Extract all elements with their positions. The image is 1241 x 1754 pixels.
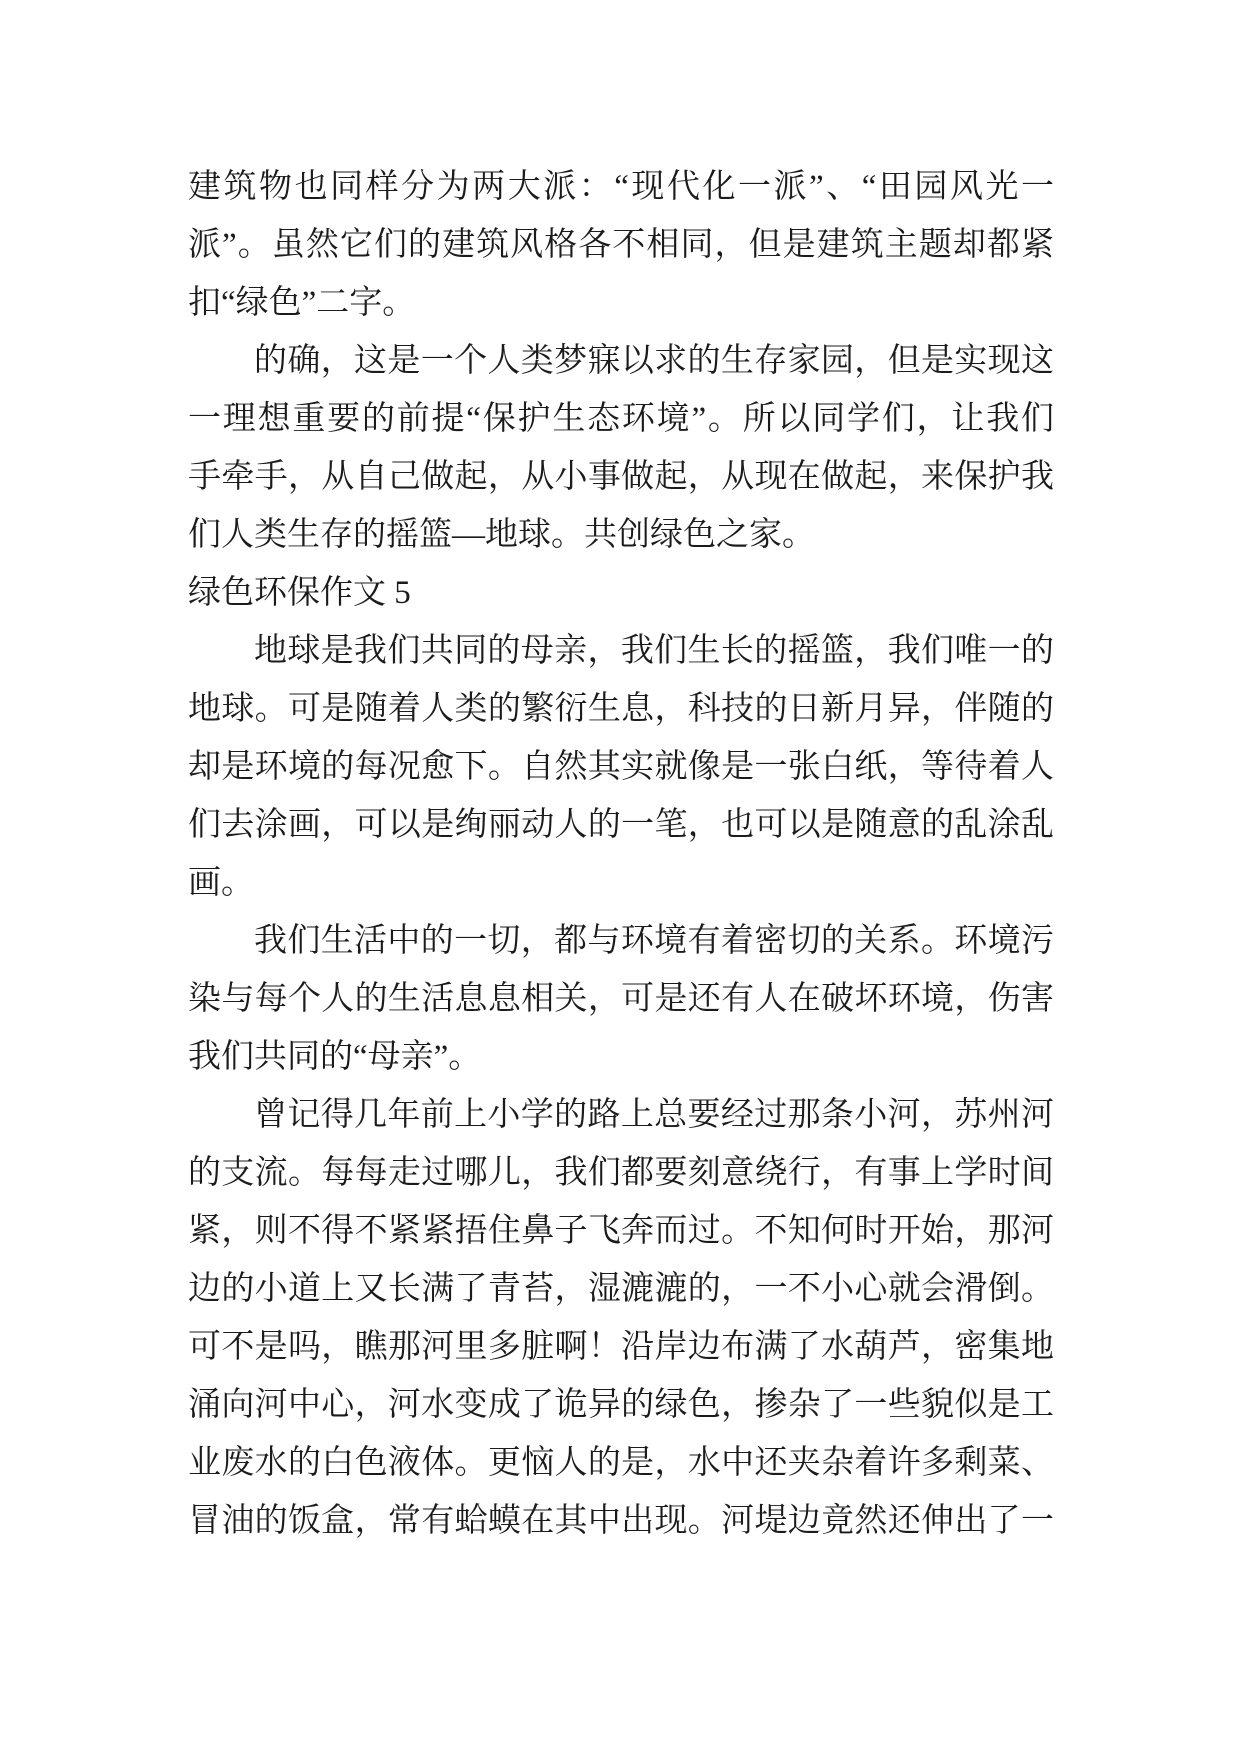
text-line: 的支流。每每走过哪儿，我们都要刻意绕行，有事上学时间 [188, 1155, 1054, 1191]
text-line: 染与每个人的生活息息相关，可是还有人在破坏环境，伤害 [188, 981, 1054, 1017]
text-line: 建筑物也同样分为两大派：“现代化一派”、“田园风光一 [188, 169, 1054, 205]
text-line: 业废水的白色液体。更恼人的是，水中还夹杂着许多剩菜、 [188, 1445, 1054, 1481]
text-line: 冒油的饭盒，常有蛤蟆在其中出现。河堤边竟然还伸出了一 [188, 1503, 1054, 1539]
text-line: 一理想重要的前提“保护生态环境”。所以同学们，让我们 [188, 401, 1054, 437]
text-line: 紧，则不得不紧紧捂住鼻子飞奔而过。不知何时开始，那河 [188, 1213, 1054, 1249]
text-line: 我们共同的“母亲”。 [188, 1039, 482, 1075]
text-line: 我们生活中的一切，都与环境有着密切的关系。环境污 [254, 923, 1054, 959]
text-line: 们去涂画，可以是绚丽动人的一笔，也可以是随意的乱涂乱 [188, 807, 1054, 843]
essay-text-block [188, 158, 1054, 1550]
section-heading: 绿色环保作文 5 [188, 575, 411, 611]
text-line: 画。 [188, 865, 254, 901]
text-line: 地球是我们共同的母亲，我们生长的摇篮，我们唯一的 [254, 633, 1054, 669]
text-line: 地球。可是随着人类的繁衍生息，科技的日新月异，伴随的 [188, 691, 1054, 727]
text-line: 扣“绿色”二字。 [188, 285, 416, 321]
text-line: 们人类生存的摇篮—地球。共创绿色之家。 [188, 517, 815, 553]
text-line: 的确，这是一个人类梦寐以求的生存家园，但是实现这 [254, 343, 1054, 379]
text-line: 涌向河中心，河水变成了诡异的绿色，掺杂了一些貌似是工 [188, 1387, 1054, 1423]
text-line: 却是环境的每况愈下。自然其实就像是一张白纸，等待着人 [188, 749, 1054, 785]
text-line: 曾记得几年前上小学的路上总要经过那条小河，苏州河 [254, 1097, 1054, 1133]
text-line: 边的小道上又长满了青苔，湿漉漉的，一不小心就会滑倒。 [188, 1271, 1054, 1307]
text-line: 派”。虽然它们的建筑风格各不相同，但是建筑主题却都紧 [188, 227, 1054, 263]
text-line: 手牵手，从自己做起，从小事做起，从现在做起，来保护我 [188, 459, 1054, 495]
text-line: 可不是吗，瞧那河里多脏啊！沿岸边布满了水葫芦，密集地 [188, 1329, 1054, 1365]
